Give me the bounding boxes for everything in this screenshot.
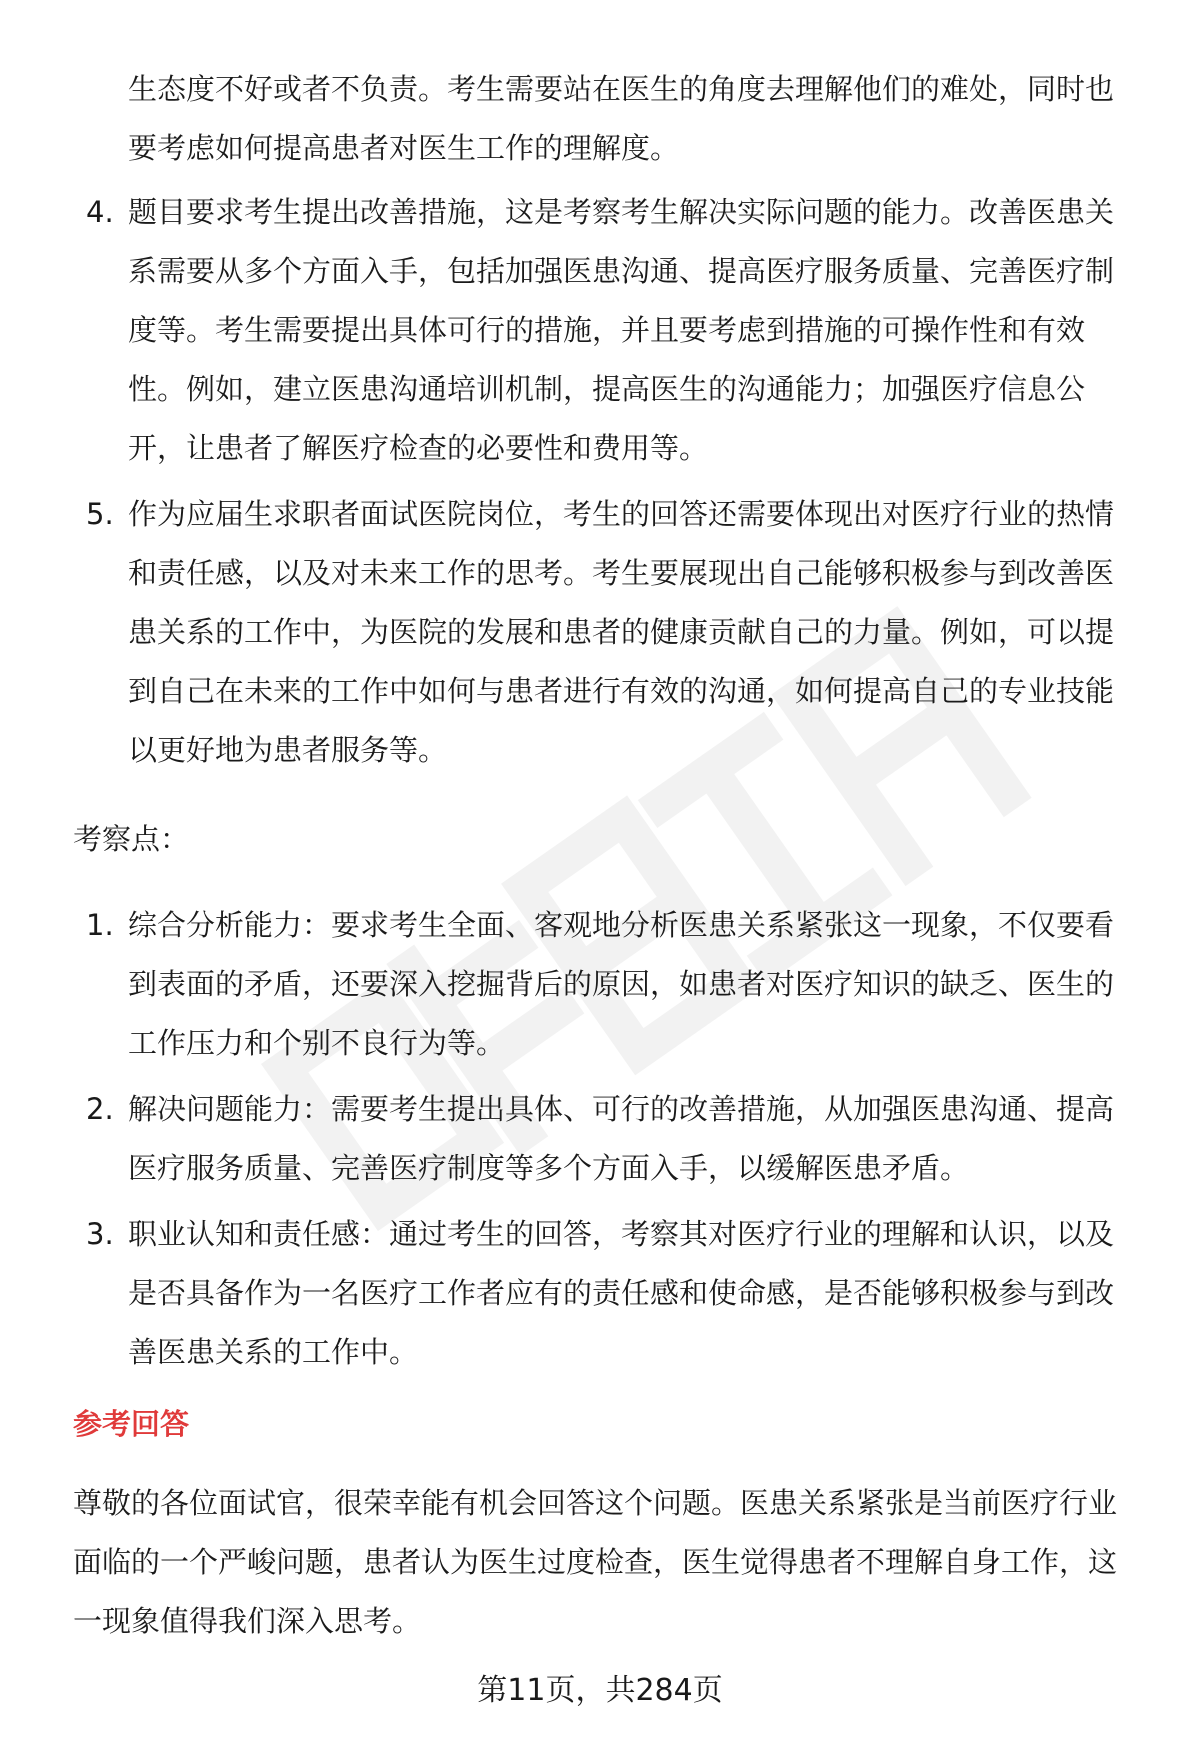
item-number: 2. [86, 1092, 114, 1126]
exam-points-list [86, 896, 1138, 1389]
item-number: 5. [86, 497, 114, 531]
item-text: 作为应届生求职者面试医院岗位，考生的回答还需要体现出对医疗行业的热情和责任感，以及对未来工作的思考。考生要展现出自己能够积极参与到改善医患关系的工作中，为医院的发展和患者的健康贡献自己的力量。例如，可以提到自己在未来的工作中如何与患者进行有效的沟通，如何提高自己的专业技能以更好地为患者服务等。 [128, 497, 1115, 767]
list-item [86, 1205, 1138, 1382]
analysis-list [86, 183, 1138, 787]
item-text: 职业认知和责任感：通过考生的回答，考察其对医疗行业的理解和认识，以及是否具备作为一名医疗工作者应有的责任感和使命感，是否能够积极参与到改善医患关系的工作中。 [128, 1217, 1115, 1369]
list-item [86, 1080, 1138, 1198]
list-item [86, 183, 1138, 478]
item-text: 综合分析能力：要求考生全面、客观地分析医患关系紧张这一现象，不仅要看到表面的矛盾，还要深入挖掘背后的原因，如患者对医疗知识的缺乏、医生的工作压力和个别不良行为等。 [128, 908, 1115, 1060]
page-footer: 第11页，共284页 [477, 1673, 723, 1708]
item-text: 解决问题能力：需要考生提出具体、可行的改善措施，从加强医患沟通、提高医疗服务质量、完善医疗制度等多个方面入手，以缓解医患矛盾。 [128, 1092, 1115, 1185]
reference-answer-heading: 参考回答 [73, 1407, 190, 1441]
continued-paragraph: 生态度不好或者不负责。考生需要站在医生的角度去理解他们的难处，同时也要考虑如何提高患者对医生工作的理解度。 [128, 72, 1115, 165]
item-text: 题目要求考生提出改善措施，这是考察考生解决实际问题的能力。改善医患关系需要从多个方面入手，包括加强医患沟通、提高医疗服务质量、完善医疗制度等。考生需要提出具体可行的措施，并且要考虑到措施的可操作性和有效性。例如，建立医患沟通培训机制，提高医生的沟通能力；加强医疗信息公开，让患者了解医疗检查的必要性和费用等。 [128, 195, 1115, 465]
exam-points-heading: 考察点： [73, 822, 190, 856]
reference-answer-paragraph: 尊敬的各位面试官，很荣幸能有机会回答这个问题。医患关系紧张是当前医疗行业面临的一个严峻问题，患者认为医生过度检查，医生觉得患者不理解自身工作，这一现象值得我们深入思考。 [73, 1486, 1118, 1638]
item-number: 1. [86, 908, 114, 942]
item-number: 3. [86, 1217, 114, 1251]
list-item [86, 485, 1138, 780]
item-number: 4. [86, 195, 114, 229]
list-item [86, 896, 1138, 1073]
